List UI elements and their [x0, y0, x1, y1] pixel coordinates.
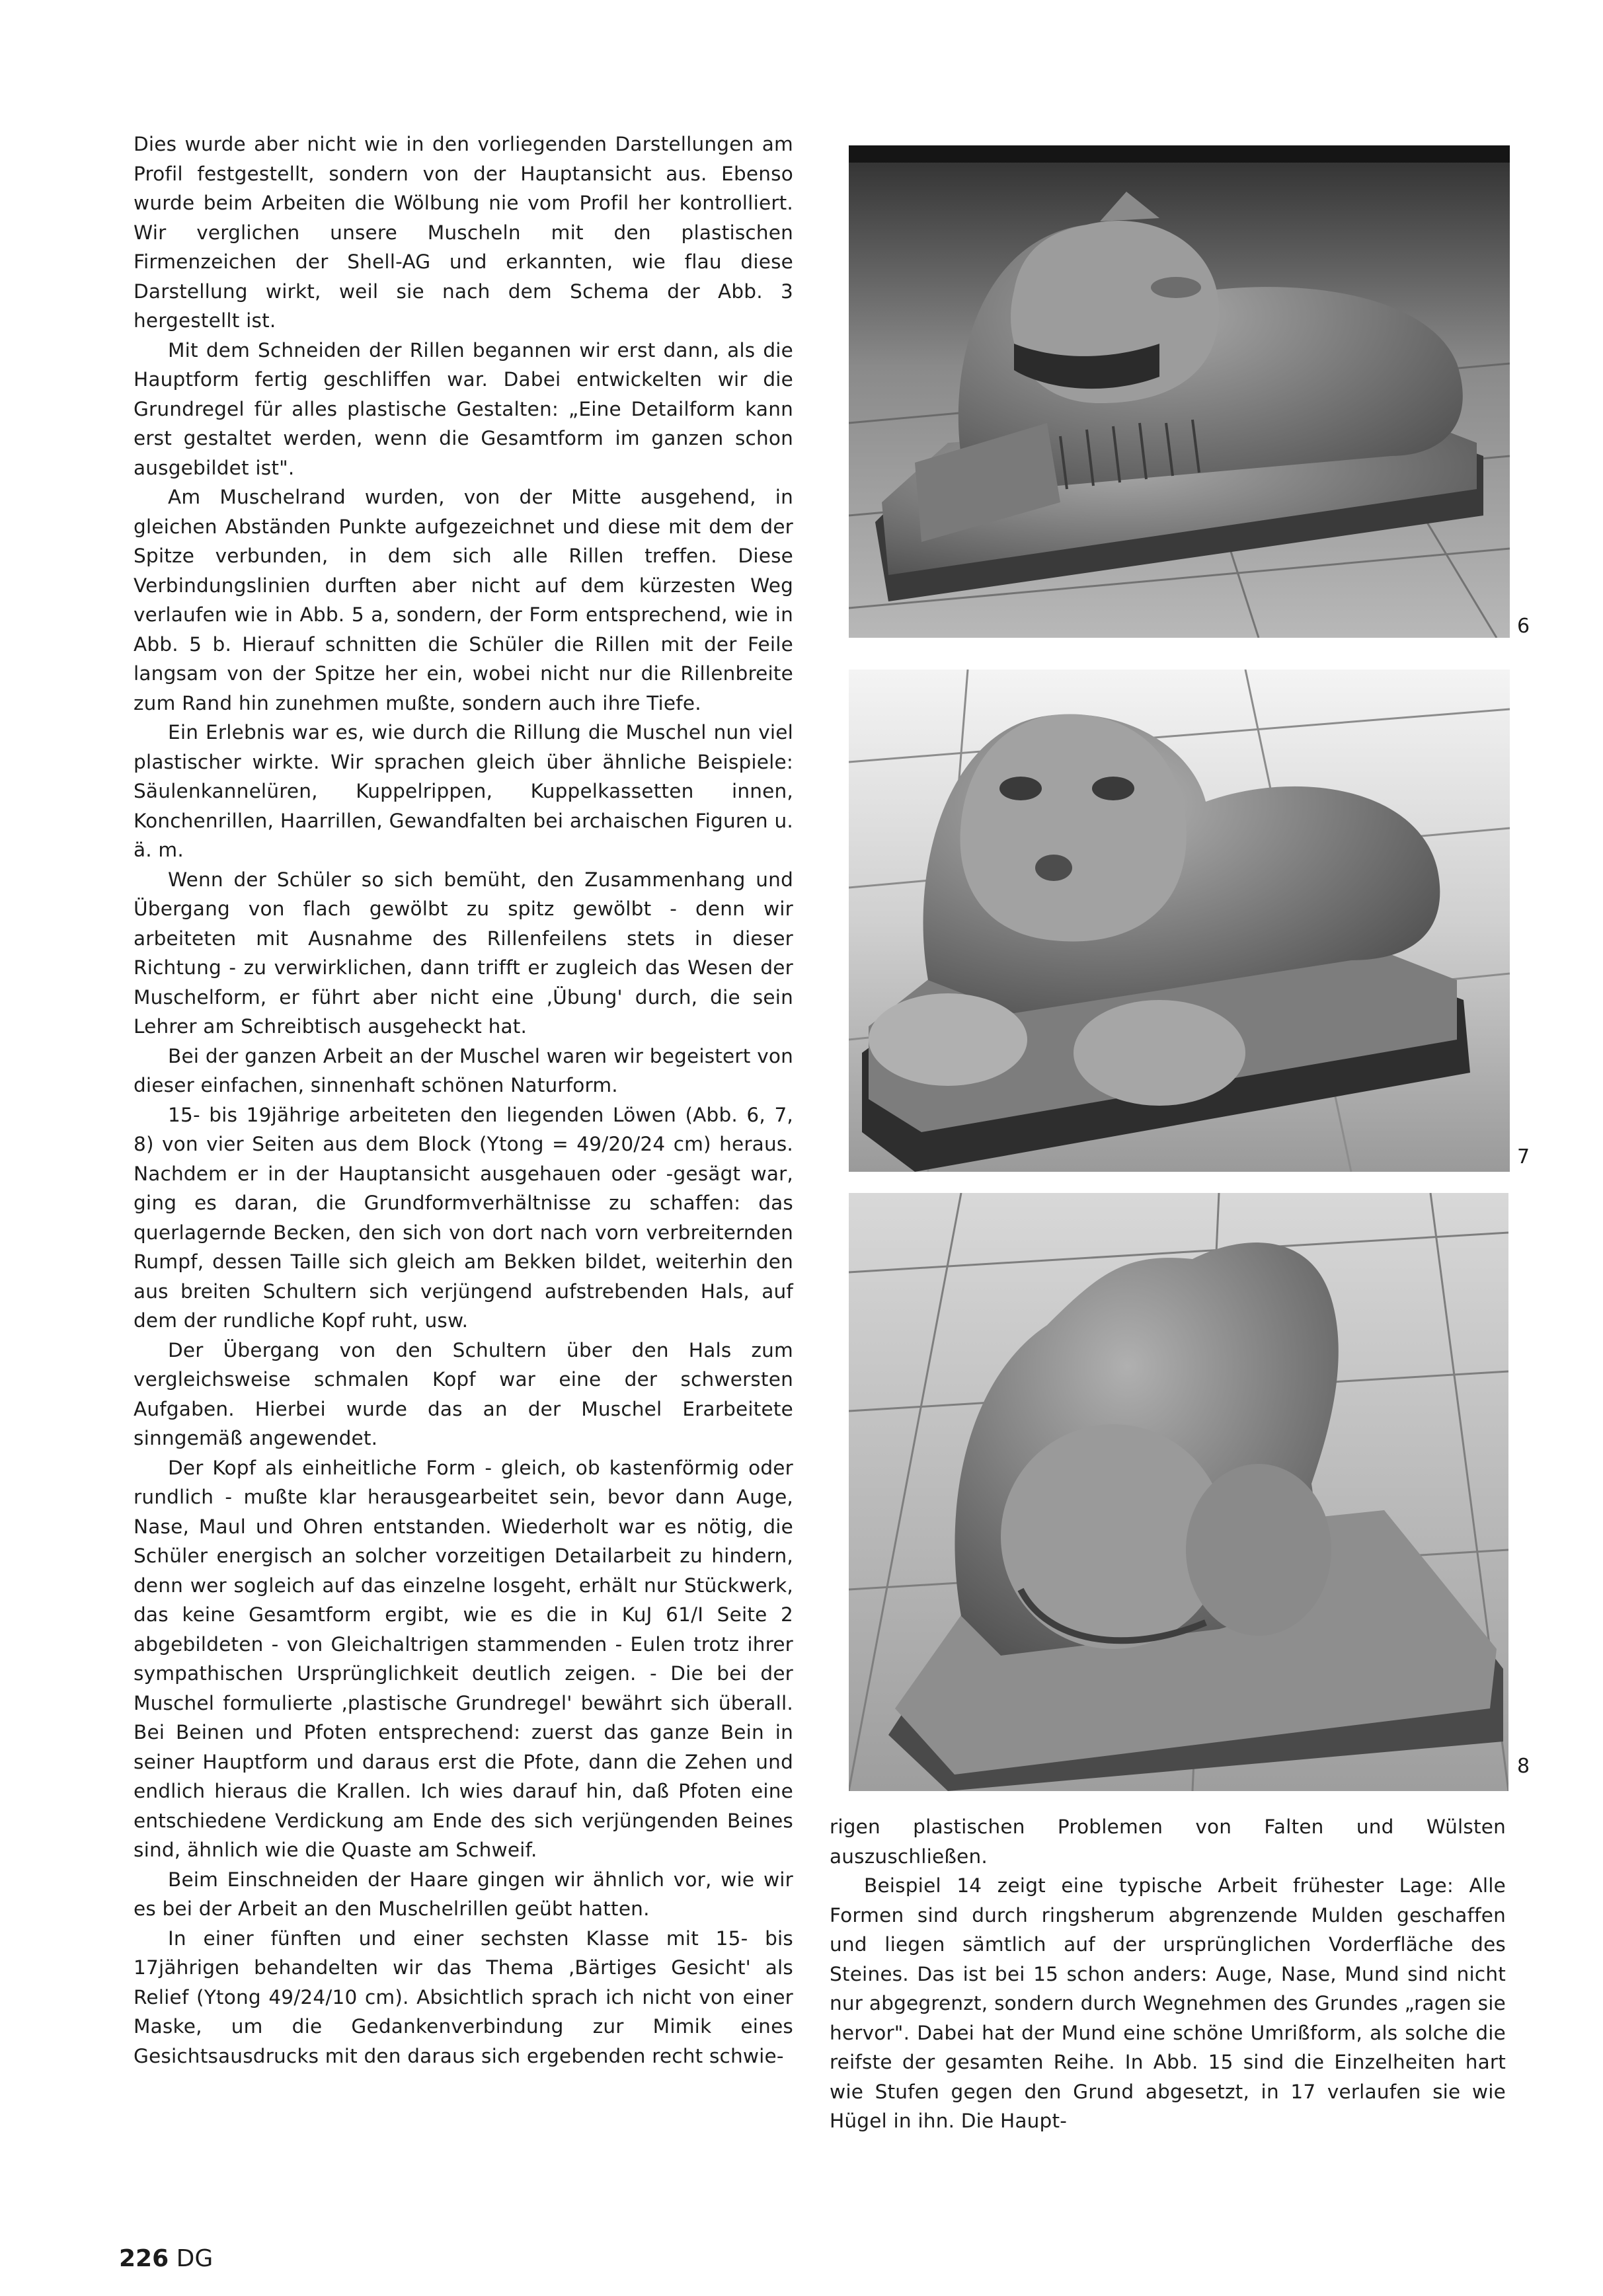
- paragraph: rigen plastischen Problemen von Falten und Wülsten auszuschließen.: [830, 1816, 1506, 1868]
- right-text-column: [830, 1812, 1506, 2136]
- figure-8-photo-lion-rear: [849, 1193, 1508, 1791]
- paragraph: Beispiel 14 zeigt eine typische Arbeit frühester Lage: Alle Formen sind durch ringsherum abgrenzende Mulden geschaffen und liegen sämtlich auf der ursprünglichen Vorderfläche des Steines. Das ist bei 15 schon anders: Auge, Nase, Mund sind nicht nur abgegrenzt, sondern durch Wegnehmen des Grundes „ragen sie hervor". Dabei hat der Mund eine schöne Umrißform, als solche die reifste der gesamten Reihe. In Abb. 15 sind die Einzelheiten hart wie Stufen gegen den Grund abgesetzt, in 17 verlaufen sie wie Hügel in ihn. Die Haupt-: [830, 1874, 1506, 2132]
- figure-number: 6: [1517, 615, 1530, 638]
- paragraph: Mit dem Schneiden der Rillen begannen wir erst dann, als die Hauptform fertig geschliffen war. Dabei entwickelten wir die Grundregel für alles plastische Gestalten: „Eine Detailform kann erst gestaltet werden, wenn die Gesamtform im ganzen schon ausgebildet ist".: [134, 338, 793, 479]
- page-number: 226: [119, 2245, 169, 2272]
- paragraph: Ein Erlebnis war es, wie durch die Rillung die Muschel nun viel plastischer wirkte. Wir sprachen gleich über ähnliche Beispiele: Säulenkannelüren, Kuppelrippen, Kuppelkassetten innen, Konchenrillen, Haarrillen, Gewandfalten bei archaischen Figuren u. ä. m.: [134, 721, 793, 861]
- left-text-column: [134, 130, 793, 2071]
- figure-number: 8: [1517, 1755, 1530, 1778]
- paragraph: Dies wurde aber nicht wie in den vorliegenden Darstellungen am Profil festgestellt, sondern von der Hauptansicht aus. Ebenso wurde beim Arbeiten die Wölbung nie vom Profil her kontrolliert. Wir verglichen unsere Muscheln mit den plastischen Firmenzeichen der Shell-AG und erkannten, wie flau diese Darstellung wirkt, weil sie nach dem Schema der Abb. 3 hergestellt ist.: [134, 133, 793, 332]
- paragraph: Der Kopf als einheitliche Form - gleich, ob kastenförmig oder rundlich - mußte klar herausgearbeitet sein, bevor dann Auge, Nase, Maul und Ohren entstanden. Wiederholt war es nötig, die Schüler energisch an solcher vorzeitigen Detailarbeit zu hindern, denn wer sogleich auf das einzelne losgeht, erhält nur Stückwerk, das keine Gesamtform ergibt, wie es die in KuJ 61/I Seite 2 abgebildeten - von Gleichaltrigen stammenden - Eulen trotz ihrer sympathischen Ursprünglichkeit deutlich zeigen. - Die bei der Muschel formulierte ‚plastische Grundregel' bewährt sich überall. Bei Beinen und Pfoten entsprechend: zuerst das ganze Bein in seiner Hauptform und daraus erst die Pfote, dann die Zehen und endlich hieraus die Krallen. Ich wies darauf hin, daß Pfoten eine entschiedene Verdickung am Ende des sich verjüngenden Beines sind, ähnlich wie die Quaste am Schweif.: [134, 1456, 793, 1861]
- figure-number: 7: [1517, 1145, 1530, 1168]
- paragraph: Beim Einschneiden der Haare gingen wir ähnlich vor, wie wir es bei der Arbeit an den Muschelrillen geübt hatten.: [134, 1868, 793, 1920]
- paragraph: Bei der ganzen Arbeit an der Muschel waren wir begeistert von dieser einfachen, sinnenhaft schönen Naturform.: [134, 1044, 793, 1096]
- paragraph: In einer fünften und einer sechsten Klasse mit 15- bis 17jährigen behandelten wir das Thema ‚Bärtiges Gesicht' als Relief (Ytong 49/24/10 cm). Absichtlich sprach ich nicht von einer Maske, um die Gedankenverbindung zur Mimik eines Gesichtsausdrucks mit den daraus sich ergebenden recht schwie-: [134, 1927, 793, 2067]
- paragraph: Der Übergang von den Schultern über den Hals zum vergleichsweise schmalen Kopf war eine der schwersten Aufgaben. Hierbei wurde das an der Muschel Erarbeitete sinngemäß angewendet.: [134, 1338, 793, 1449]
- figure-7-photo-lion-three-quarter: [849, 670, 1510, 1172]
- figure-6-photo-lion-front: [849, 145, 1510, 638]
- page-footer: [119, 2246, 213, 2272]
- journal-abbreviation: DG: [176, 2245, 214, 2272]
- paragraph: Wenn der Schüler so sich bemüht, den Zusammenhang und Übergang von flach gewölbt zu spitz gewölbt - denn wir arbeiteten mit Ausnahme des Rillenfeilens stets in dieser Richtung - zu verwirklichen, dann trifft er zugleich das Wesen der Muschelform, er führt aber nicht eine ‚Übung' durch, die sein Lehrer am Schreibtisch ausgeheckt hat.: [134, 868, 793, 1038]
- paragraph: Am Muschelrand wurden, von der Mitte ausgehend, in gleichen Abständen Punkte aufgezeichnet und diese mit dem der Spitze verbunden, in dem sich alle Rillen treffen. Diese Verbindungslinien durften aber nicht auf dem kürzesten Weg verlaufen wie in Abb. 5 a, sondern, der Form entsprechend, wie in Abb. 5 b. Hierauf schnitten die Schüler die Rillen mit der Feile langsam von der Spitze her ein, wobei nicht nur die Rillenbreite zum Rand hin zunehmen mußte, sondern auch ihre Tiefe.: [134, 486, 793, 714]
- paragraph: 15- bis 19jährige arbeiteten den liegenden Löwen (Abb. 6, 7, 8) von vier Seiten aus dem Block (Ytong = 49/20/24 cm) heraus. Nachdem er in der Hauptansicht ausgehauen oder -gesägt war, ging es daran, die Grundformverhältnisse zu schaffen: das querlagernde Becken, den sich von dort nach vorn verbreiternden Rumpf, dessen Taille sich gleich am Bekken bildet, weiterhin den aus breiten Schultern sich verjüngend aufstrebenden Hals, auf dem der rundliche Kopf ruht, usw.: [134, 1103, 793, 1332]
